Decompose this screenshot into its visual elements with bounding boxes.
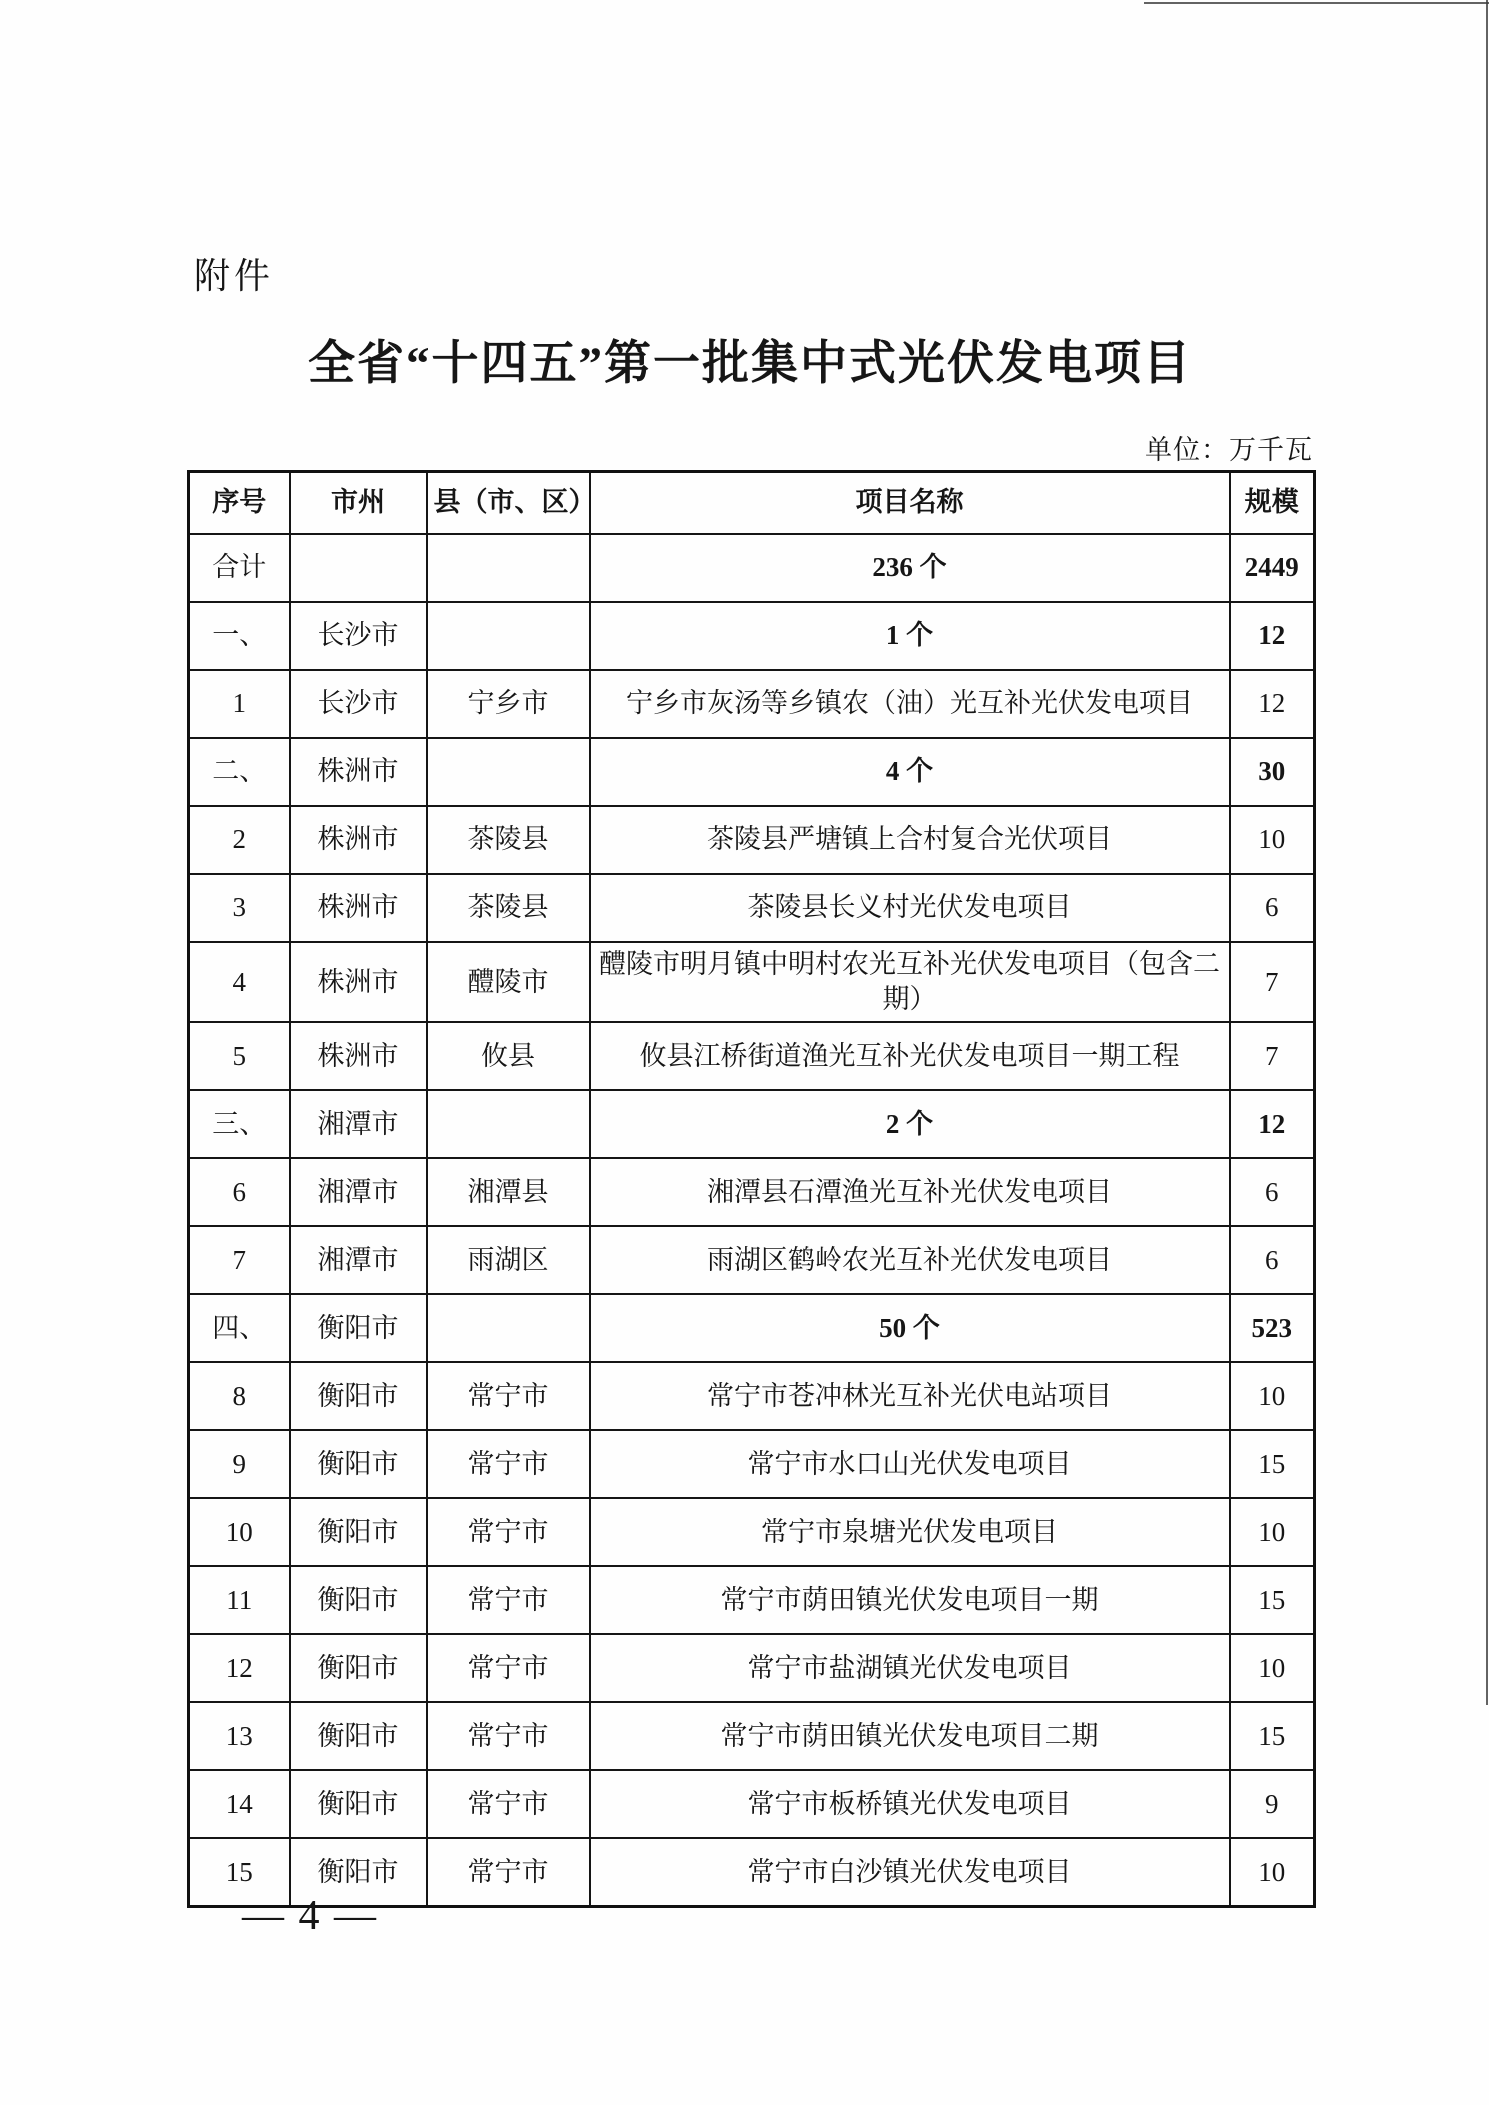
table-row [189,1634,1315,1702]
scale-cell: 523 [1230,1294,1315,1362]
city-cell: 衡阳市 [290,1838,427,1907]
table-row [189,1362,1315,1430]
scale-cell: 10 [1230,1362,1315,1430]
county-cell: 常宁市 [427,1430,590,1498]
row-index-cell: 1 [189,670,290,738]
row-index-cell: 12 [189,1634,290,1702]
projects-table-header [189,472,1315,535]
project-name-cell: 湘潭县石潭渔光互补光伏发电项目 [590,1158,1230,1226]
table-row [189,942,1315,1022]
county-cell: 醴陵市 [427,942,590,1022]
scale-cell: 15 [1230,1702,1315,1770]
row-index-cell: 5 [189,1022,290,1090]
attachment-label: 附件 [194,256,275,296]
row-index-cell: 11 [189,1566,290,1634]
row-index-cell: 15 [189,1838,290,1907]
project-name-cell: 宁乡市灰汤等乡镇农（油）光互补光伏发电项目 [590,670,1230,738]
project-name-cell: 茶陵县严塘镇上合村复合光伏项目 [590,806,1230,874]
county-cell: 常宁市 [427,1770,590,1838]
county-cell: 攸县 [427,1022,590,1090]
city-cell: 衡阳市 [290,1430,427,1498]
city-cell: 衡阳市 [290,1634,427,1702]
row-index-cell: 6 [189,1158,290,1226]
project-name-cell: 常宁市水口山光伏发电项目 [590,1430,1230,1498]
scale-cell: 12 [1230,670,1315,738]
header-cell-city: 市州 [290,472,427,535]
scale-cell: 10 [1230,1634,1315,1702]
county-cell [427,1090,590,1158]
city-cell: 衡阳市 [290,1770,427,1838]
project-name-cell: 常宁市泉塘光伏发电项目 [590,1498,1230,1566]
scale-cell: 12 [1230,1090,1315,1158]
scan-edge-line-top [1144,2,1489,4]
city-cell: 湘潭市 [290,1226,427,1294]
city-cell: 长沙市 [290,602,427,670]
county-cell: 茶陵县 [427,806,590,874]
table-row [189,1226,1315,1294]
header-row [189,472,1315,535]
county-cell: 常宁市 [427,1362,590,1430]
project-name-cell: 攸县江桥街道渔光互补光伏发电项目一期工程 [590,1022,1230,1090]
scale-cell: 15 [1230,1430,1315,1498]
scale-cell: 10 [1230,1498,1315,1566]
city-cell: 衡阳市 [290,1294,427,1362]
county-cell [427,602,590,670]
city-cell: 衡阳市 [290,1702,427,1770]
scale-cell: 30 [1230,738,1315,806]
scale-cell: 10 [1230,806,1315,874]
table-row [189,1022,1315,1090]
table-row [189,1158,1315,1226]
scale-cell: 12 [1230,602,1315,670]
scale-cell: 2449 [1230,534,1315,602]
scale-cell: 6 [1230,1226,1315,1294]
row-index-cell: 4 [189,942,290,1022]
county-cell: 茶陵县 [427,874,590,942]
project-name-cell: 雨湖区鹤岭农光互补光伏发电项目 [590,1226,1230,1294]
header-cell-scale: 规模 [1230,472,1315,535]
city-cell: 株洲市 [290,806,427,874]
scale-cell: 7 [1230,942,1315,1022]
county-cell [427,1294,590,1362]
table-row [189,1430,1315,1498]
projects-table [187,470,1316,1908]
project-name-cell: 常宁市板桥镇光伏发电项目 [590,1770,1230,1838]
county-cell: 常宁市 [427,1702,590,1770]
row-index-cell: 8 [189,1362,290,1430]
city-cell: 株洲市 [290,1022,427,1090]
row-index-cell: 13 [189,1702,290,1770]
header-cell-name: 项目名称 [590,472,1230,535]
row-index-cell: 一、 [189,602,290,670]
city-cell: 长沙市 [290,670,427,738]
table-row [189,806,1315,874]
header-cell-no: 序号 [189,472,290,535]
county-cell: 常宁市 [427,1838,590,1907]
table-row [189,1702,1315,1770]
project-name-cell: 醴陵市明月镇中明村农光互补光伏发电项目（包含二期） [590,942,1230,1022]
header-cell-county: 县（市、区） [427,472,590,535]
row-index-cell: 3 [189,874,290,942]
table-row [189,738,1315,806]
county-cell: 常宁市 [427,1634,590,1702]
city-cell: 湘潭市 [290,1090,427,1158]
table-row [189,1770,1315,1838]
row-index-cell: 10 [189,1498,290,1566]
county-cell: 常宁市 [427,1566,590,1634]
page-title: 全省“十四五”第一批集中式光伏发电项目 [308,338,1192,390]
city-cell: 株洲市 [290,942,427,1022]
scale-cell: 10 [1230,1838,1315,1907]
project-name-cell: 茶陵县长义村光伏发电项目 [590,874,1230,942]
unit-note: 单位：万千瓦 [1145,435,1313,465]
row-index-cell: 三、 [189,1090,290,1158]
table-row [189,874,1315,942]
scale-cell: 9 [1230,1770,1315,1838]
table-row [189,1566,1315,1634]
project-name-cell: 236 个 [590,534,1230,602]
table-row [189,602,1315,670]
city-cell: 湘潭市 [290,1158,427,1226]
scan-edge-line-right [1486,0,1488,1705]
county-cell: 湘潭县 [427,1158,590,1226]
row-index-cell: 9 [189,1430,290,1498]
scale-cell: 6 [1230,1158,1315,1226]
row-index-cell: 7 [189,1226,290,1294]
county-cell: 雨湖区 [427,1226,590,1294]
project-name-cell: 4 个 [590,738,1230,806]
project-name-cell: 常宁市荫田镇光伏发电项目二期 [590,1702,1230,1770]
table-row [189,1498,1315,1566]
county-cell: 常宁市 [427,1498,590,1566]
project-name-cell: 常宁市盐湖镇光伏发电项目 [590,1634,1230,1702]
projects-table-body [189,534,1315,1907]
city-cell [290,534,427,602]
table-row [189,1294,1315,1362]
row-index-cell: 二、 [189,738,290,806]
page-number: — 4 — [242,1893,378,1939]
row-index-cell: 四、 [189,1294,290,1362]
project-name-cell: 常宁市白沙镇光伏发电项目 [590,1838,1230,1907]
city-cell: 衡阳市 [290,1362,427,1430]
county-cell: 宁乡市 [427,670,590,738]
county-cell [427,738,590,806]
project-name-cell: 常宁市苍冲林光互补光伏电站项目 [590,1362,1230,1430]
scale-cell: 15 [1230,1566,1315,1634]
row-index-cell: 14 [189,1770,290,1838]
project-name-cell: 50 个 [590,1294,1230,1362]
county-cell [427,534,590,602]
table-row [189,670,1315,738]
city-cell: 株洲市 [290,738,427,806]
scale-cell: 7 [1230,1022,1315,1090]
city-cell: 株洲市 [290,874,427,942]
table-row [189,534,1315,602]
project-name-cell: 1 个 [590,602,1230,670]
row-index-cell: 2 [189,806,290,874]
city-cell: 衡阳市 [290,1566,427,1634]
project-name-cell: 常宁市荫田镇光伏发电项目一期 [590,1566,1230,1634]
scale-cell: 6 [1230,874,1315,942]
project-name-cell: 2 个 [590,1090,1230,1158]
table-row [189,1090,1315,1158]
row-index-cell: 合计 [189,534,290,602]
city-cell: 衡阳市 [290,1498,427,1566]
